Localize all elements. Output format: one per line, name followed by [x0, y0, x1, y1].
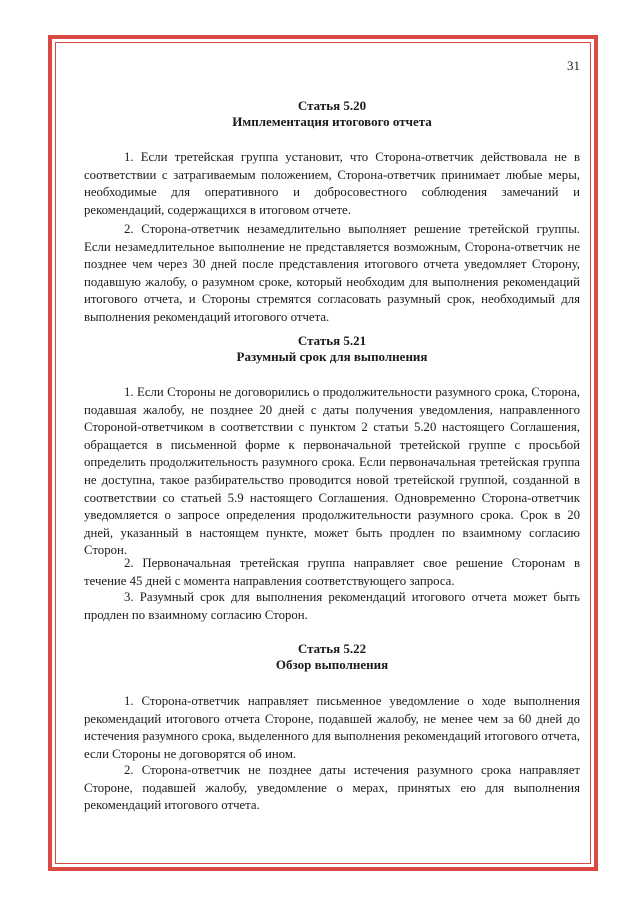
page-number: 31 — [567, 58, 580, 73]
paragraph: 1. Если Стороны не договорились о продолжительности разумного срока, Сторона, подавшая жалобу, не позднее 20 дней с даты получения уведомления, направленного Стороной-ответчиком в соответствии с пунктом 2 статьи 5.20 настоящего Соглашения, обращается в письменной форме к первоначальной третейской группе с просьбой определить продолжительность разумного срока. Если первоначальная третейская группа не доступна, такое разбирательство проводится новой третейской группой, созданной в соответствии со статьей 5.9 настоящего Соглашения. Одновременно Сторона-ответчик уведомляется о запросе определения продолжительности разумного срока. Срок в 20 дней, указанный в настоящем пункте, может быть продлен по взаимному согласию Сторон. — [84, 385, 580, 558]
article-heading-5-20 — [84, 98, 580, 130]
paragraph: 2. Сторона-ответчик не позднее даты истечения разумного срока направляет Стороне, подавшей жалобу, уведомление о мерах, принятых ею для выполнения рекомендаций итогового отчета. — [84, 763, 580, 813]
paragraph: 2. Первоначальная третейская группа направляет свое решение Сторонам в течение 45 дней с момента направления соответствующего запроса. — [84, 556, 580, 588]
paragraph: 1. Если третейская группа установит, что Сторона-ответчик действовала не в соответствии с затрагиваемым положением, Сторона-ответчик принимает любые меры, необходимые для оперативного и добросовестного соблюдения замечаний и рекомендаций, содержащихся в итоговом отчете. — [84, 150, 580, 217]
paragraph: 1. Сторона-ответчик направляет письменное уведомление о ходе выполнения рекомендаций итогового отчета Стороне, подавшей жалобу, не менее чем за 60 дней до истечения разумного срока, выделенного для выполнения рекомендаций итогового отчета, если Стороны не договорятся об ином. — [84, 694, 580, 761]
article-heading-5-22 — [84, 641, 580, 673]
article-heading-5-21 — [84, 333, 580, 365]
article-title: Имплементация итогового отчета — [232, 114, 432, 129]
article-number: Статья 5.21 — [297, 333, 367, 348]
article-number: Статья 5.22 — [297, 641, 367, 656]
paragraph: 2. Сторона-ответчик незамедлительно выполняет решение третейской группы. Если незамедлительное выполнение не представляется возможным, Сторона-ответчик не позднее чем через 30 дней после представления итогового отчета уведомляет Сторону, подавшую жалобу, о разумном сроке, который необходим для выполнения рекомендаций итогового отчета, и Стороны стремятся согласовать разумный срок, необходимый для выполнения рекомендаций итогового отчета. — [84, 222, 580, 324]
article-title: Разумный срок для выполнения — [236, 349, 428, 364]
article-number: Статья 5.20 — [297, 98, 367, 113]
article-title: Обзор выполнения — [275, 657, 389, 672]
paragraph: 3. Разумный срок для выполнения рекомендаций итогового отчета может быть продлен по взаимному согласию Сторон. — [84, 590, 580, 622]
